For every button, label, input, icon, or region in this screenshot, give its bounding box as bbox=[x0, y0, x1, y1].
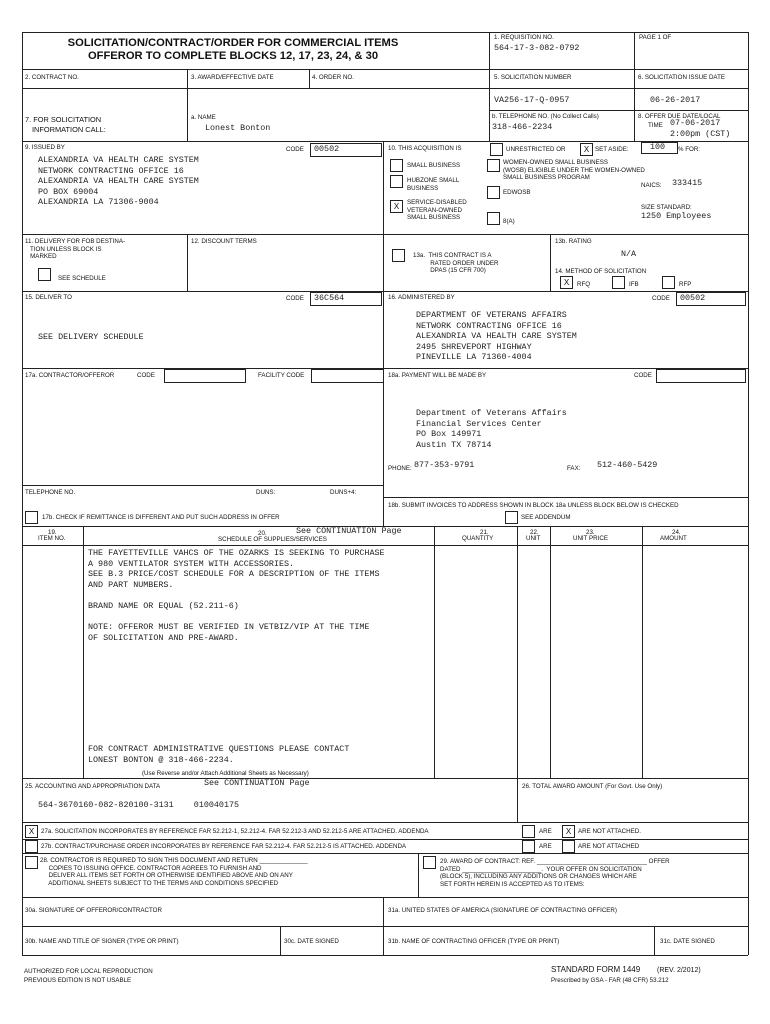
contractor-label: 17a. CONTRACTOR/OFFEROR bbox=[25, 372, 115, 379]
duns4-label: DUNS+4: bbox=[330, 489, 357, 496]
reverse-note: (Use Reverse and/or Attach Additional Sheets as Necessary) bbox=[142, 770, 309, 777]
27a-not-attached-label: ARE NOT ATTACHED. bbox=[578, 828, 641, 835]
delivery-fob-label: 11. DELIVERY FOR FOB DESTINA- TION UNLESS BLOCK IS MARKED bbox=[25, 238, 126, 261]
offer-due-time-label: TIME bbox=[648, 122, 663, 129]
rfp-label: RFP bbox=[679, 281, 692, 288]
remittance-checkbox[interactable] bbox=[25, 511, 38, 524]
duns-label: DUNS: bbox=[256, 489, 276, 496]
requisition-no-label: 1. REQUISITION NO. bbox=[494, 34, 554, 41]
method-of-solicitation-label: 14. METHOD OF SOLICITATION bbox=[555, 268, 647, 275]
payment-address: Department of Veterans Affairs Financial Services Center PO Box 149971 Austin TX 78714 bbox=[416, 408, 567, 450]
fax-value: 512-460-5429 bbox=[597, 460, 658, 470]
form-title-line1: SOLICITATION/CONTRACT/ORDER FOR COMMERCIAL ITEMS bbox=[67, 37, 399, 49]
27a-are-checkbox[interactable] bbox=[522, 825, 535, 838]
requisition-no-value: 564-17-3-082-0792 bbox=[494, 43, 580, 53]
rating-label: 13b. RATING bbox=[555, 238, 592, 245]
facility-code-label: FACILITY CODE bbox=[258, 372, 305, 379]
col-unit: UNIT bbox=[526, 535, 541, 542]
deliver-to-code-value: 36C564 bbox=[314, 293, 345, 303]
form-revision: (REV. 2/2012) bbox=[657, 967, 701, 974]
wosb-label: WOMEN-OWNED SMALL BUSINESS (WOSB) ELIGIBLE UNDER THE WOMEN-OWNED SMALL BUSINESS PROGRAM bbox=[503, 159, 645, 182]
schedule-description: THE FAYETTEVILLE VAHCS OF THE OZARKS IS SEEKING TO PURCHASE A 980 VENTILATOR SYSTEM WITH ACCESSORIES. SEE B.3 PRICE/COST SCHEDULE FOR A DESCRIPTION OF THE ITEMS AND PART NUMBERS. BRAND NAME OR EQUAL (52.211-6) NOTE: OFFEROR MUST BE VERIFIED IN VETBIZ/VIP AT THE TIME OF SOLICITATION AND PRE-AWARD. bbox=[88, 548, 385, 643]
27b-are-label: ARE bbox=[539, 843, 552, 850]
issue-date-value: 06-26-2017 bbox=[650, 95, 701, 105]
31b-label: 31b. NAME OF CONTRACTING OFFICER (TYPE OR PRINT) bbox=[388, 938, 560, 945]
edwosb-label: EDWOSB bbox=[503, 189, 531, 196]
issue-date-label: 6. SOLICITATION ISSUE DATE bbox=[638, 74, 725, 81]
page-label: PAGE 1 OF bbox=[639, 34, 672, 41]
sdvosb-label: SERVICE-DISABLED VETERAN-OWNED SMALL BUSINESS bbox=[407, 199, 467, 222]
col-amount: AMOUNT bbox=[660, 535, 687, 542]
offer-due-time-value: 2:00pm (CST) bbox=[670, 129, 731, 139]
col-unit-num: 22. bbox=[530, 529, 539, 536]
administered-by-code-label: CODE bbox=[652, 295, 670, 302]
rfq-checkbox[interactable]: X bbox=[560, 276, 573, 289]
size-standard-value: 1250 Employees bbox=[641, 211, 712, 221]
footer-previous-edition: PREVIOUS EDITION IS NOT USABLE bbox=[24, 977, 132, 984]
unrestricted-label: UNRESTRICTED OR bbox=[506, 146, 566, 153]
col-unit-price-num: 23. bbox=[586, 529, 595, 536]
edwosb-checkbox[interactable] bbox=[487, 186, 500, 199]
col-item-no: ITEM NO. bbox=[38, 535, 66, 542]
28-checkbox[interactable] bbox=[25, 856, 38, 869]
see-schedule-checkbox[interactable] bbox=[38, 268, 51, 281]
rated-order-label: 13a. THIS CONTRACT IS A RATED ORDER UNDER DPAS (15 CFR 700) bbox=[413, 252, 499, 275]
naics-value: 333415 bbox=[672, 178, 703, 188]
rated-order-checkbox[interactable] bbox=[392, 249, 405, 262]
submit-invoices-label: 18b. SUBMIT INVOICES TO ADDRESS SHOWN IN BLOCK 18a UNLESS BLOCK BELOW IS CHECKED bbox=[388, 502, 679, 509]
fax-label: FAX: bbox=[567, 465, 581, 472]
31a-label: 31a. UNITED STATES OF AMERICA (SIGNATURE OF CONTRACTING OFFICER) bbox=[388, 907, 617, 914]
small-business-label: SMALL BUSINESS bbox=[407, 162, 461, 169]
payment-made-by-label: 18a. PAYMENT WILL BE MADE BY bbox=[388, 372, 487, 379]
8a-label: 8(A) bbox=[503, 218, 515, 225]
issued-by-code-label: CODE bbox=[286, 146, 304, 153]
deliver-to-value: SEE DELIVERY SCHEDULE bbox=[38, 332, 144, 342]
phone-value: 877-353-9791 bbox=[414, 460, 475, 470]
rfp-checkbox[interactable] bbox=[662, 276, 675, 289]
remittance-label: 17b. CHECK IF REMITTANCE IS DIFFERENT AND PUT SUCH ADDRESS IN OFFER bbox=[42, 514, 280, 521]
offer-due-date-value: 07-06-2017 bbox=[670, 118, 721, 128]
form-prescribed: Prescribed by GSA - FAR (48 CFR) 53.212 bbox=[551, 977, 669, 984]
30c-label: 30c. DATE SIGNED bbox=[284, 938, 339, 945]
see-addendum-label: SEE ADDENDUM bbox=[521, 514, 571, 521]
27b-label: 27b. CONTRACT/PURCHASE ORDER INCORPORATES BY REFERENCE FAR 52.212-4. FAR 52.212-5 IS ATTACHED. ADDENDA bbox=[41, 843, 407, 850]
rfq-label: RFQ bbox=[577, 281, 591, 288]
contract-no-label: 2. CONTRACT NO. bbox=[25, 74, 79, 81]
col-item-no-num: 19. bbox=[48, 529, 57, 536]
27b-not-attached-label: ARE NOT ATTACHED bbox=[578, 843, 640, 850]
31c-label: 31c. DATE SIGNED bbox=[660, 938, 715, 945]
total-award-label: 26. TOTAL AWARD AMOUNT (For Govt. Use Only) bbox=[522, 783, 663, 790]
administered-by-address: DEPARTMENT OF VETERANS AFFAIRS NETWORK CONTRACTING OFFICE 16 ALEXANDRIA VA HEALTH CARE SYSTEM 2495 SHREVEPORT HIGHWAY PINEVILLE LA 71360-4004 bbox=[416, 310, 577, 363]
acquisition-label: 10. THIS ACQUISITION IS bbox=[388, 145, 462, 152]
col-quantity-num: 21. bbox=[480, 529, 489, 536]
unrestricted-checkbox[interactable] bbox=[490, 143, 503, 156]
issued-by-code-value: 00502 bbox=[314, 144, 340, 154]
29-label: 29. AWARD OF CONTRACT: REF. ________________________________ OFFER DATED _______________________. YOUR OFFER ON SOLICITATION (BLOCK 5), INCLUDING ANY ADDITIONS OR CHANGES WHICH ARE SET FORTH HEREIN IS ACCEPTED AS TO ITEMS: bbox=[440, 858, 670, 888]
see-addendum-checkbox[interactable] bbox=[505, 511, 518, 524]
hubzone-checkbox[interactable] bbox=[390, 175, 403, 188]
ifb-label: IFB bbox=[629, 281, 639, 288]
deliver-to-label: 15. DELIVER TO bbox=[25, 294, 72, 301]
accounting-data-label: 25. ACCOUNTING AND APPROPRIATION DATA bbox=[25, 783, 161, 790]
see-schedule-label: SEE SCHEDULE bbox=[58, 275, 106, 282]
issued-by-label: 9. ISSUED BY bbox=[25, 144, 65, 151]
col-unit-price: UNIT PRICE bbox=[573, 535, 608, 542]
27b-not-attached-checkbox[interactable] bbox=[562, 840, 575, 853]
hubzone-label: HUBZONE SMALL BUSINESS bbox=[407, 177, 460, 192]
30a-label: 30a. SIGNATURE OF OFFEROR/CONTRACTOR bbox=[25, 907, 162, 914]
col-schedule-num: 20. bbox=[258, 530, 267, 537]
27a-are-label: ARE bbox=[539, 828, 552, 835]
contractor-code-label: CODE bbox=[137, 372, 155, 379]
standard-form-number: STANDARD FORM 1449 bbox=[551, 965, 641, 974]
27b-checkbox[interactable] bbox=[25, 840, 38, 853]
solicitation-number-label: 5. SOLICITATION NUMBER bbox=[494, 74, 572, 81]
telephone-label: b. TELEPHONE NO. (No Collect Calls) bbox=[492, 113, 599, 120]
col-quantity: QUANTITY bbox=[462, 535, 494, 542]
30b-label: 30b. NAME AND TITLE OF SIGNER (TYPE OR PRINT) bbox=[25, 938, 179, 945]
accounting-data-value: 564-3670160-082-820100-3131 010040175 bbox=[38, 800, 240, 810]
wosb-checkbox[interactable] bbox=[487, 159, 500, 172]
set-aside-checkbox[interactable]: X bbox=[580, 143, 593, 156]
accounting-continuation: See CONTINUATION Page bbox=[204, 778, 310, 788]
telephone-value: 318-466-2234 bbox=[492, 122, 553, 132]
solicitation-info-label-2: INFORMATION CALL: bbox=[32, 125, 106, 134]
award-date-label: 3. AWARD/EFFECTIVE DATE bbox=[191, 74, 274, 81]
sdvosb-checkbox[interactable]: X bbox=[390, 200, 403, 213]
administered-by-code-value: 00502 bbox=[680, 293, 706, 303]
issued-by-address: ALEXANDRIA VA HEALTH CARE SYSTEM NETWORK CONTRACTING OFFICE 16 ALEXANDRIA VA HEALTH CARE SYSTEM PO BOX 69004 ALEXANDRIA LA 71306-9004 bbox=[38, 155, 199, 208]
form-title-line2: OFFEROR TO COMPLETE BLOCKS 12, 17, 23, 24, & 30 bbox=[87, 50, 379, 62]
27a-checkbox[interactable]: X bbox=[25, 825, 38, 838]
administered-by-label: 16. ADMINISTERED BY bbox=[388, 294, 455, 301]
footer-reproduction: AUTHORIZED FOR LOCAL REPRODUCTION bbox=[24, 968, 153, 975]
offer-due-label: 8. OFFER DUE DATE/LOCAL bbox=[638, 113, 721, 120]
col-schedule: SCHEDULE OF SUPPLIES/SERVICES bbox=[218, 536, 327, 543]
27b-are-checkbox[interactable] bbox=[522, 840, 535, 853]
27a-label: 27a. SOLICITATION INCORPORATES BY REFERENCE FAR 52.212-1, 52.212-4. FAR 52.212-3 AND 52.212-5 ARE ATTACHED. ADDENDA bbox=[41, 828, 429, 835]
solicitation-number-value: VA256-17-Q-0957 bbox=[494, 95, 570, 105]
order-no-label: 4. ORDER NO. bbox=[312, 74, 354, 81]
ifb-checkbox[interactable] bbox=[612, 276, 625, 289]
phone-label: PHONE: bbox=[388, 465, 412, 472]
col-amount-num: 24. bbox=[672, 529, 681, 536]
29-checkbox[interactable] bbox=[423, 856, 436, 869]
28-label: 28. CONTRACTOR IS REQUIRED TO SIGN THIS DOCUMENT AND RETURN ______________ COPIES TO ISSUING OFFICE. CONTRACTOR AGREES TO FURNISH AND DELIVER ALL ITEMS SET FORTH OR OTHERWISE IDENTIFIED ABOVE AND ON ANY ADDITIONAL SHEETS SUBJECT TO THE TERMS AND CONDITIONS SPECIFIED bbox=[40, 857, 308, 887]
27a-not-attached-checkbox[interactable]: X bbox=[562, 825, 575, 838]
deliver-to-code-label: CODE bbox=[286, 295, 304, 302]
rating-value: N/A bbox=[621, 249, 637, 259]
set-aside-percent: 100 bbox=[650, 142, 666, 152]
schedule-contact: FOR CONTRACT ADMINISTRATIVE QUESTIONS PLEASE CONTACT LONEST BONTON @ 318-466-2234. bbox=[88, 744, 350, 765]
solicitation-info-label-1: 7. FOR SOLICITATION bbox=[25, 115, 102, 124]
naics-label: NAICS: bbox=[641, 182, 662, 189]
discount-terms-label: 12. DISCOUNT TERMS bbox=[191, 238, 257, 245]
small-business-checkbox[interactable] bbox=[390, 159, 403, 172]
contact-name-label: a. NAME bbox=[191, 114, 216, 121]
contact-name-value: Lonest Bonton bbox=[205, 123, 271, 133]
percent-for-label: % FOR: bbox=[678, 146, 701, 153]
payment-code-label: CODE bbox=[634, 372, 652, 379]
size-standard-label: SIZE STANDARD: bbox=[641, 204, 692, 211]
8a-checkbox[interactable] bbox=[487, 212, 500, 225]
telephone-no-label: TELEPHONE NO. bbox=[25, 489, 76, 496]
set-aside-label: SET ASIDE: bbox=[595, 146, 629, 153]
schedule-continuation: See CONTINUATION Page bbox=[296, 526, 402, 536]
